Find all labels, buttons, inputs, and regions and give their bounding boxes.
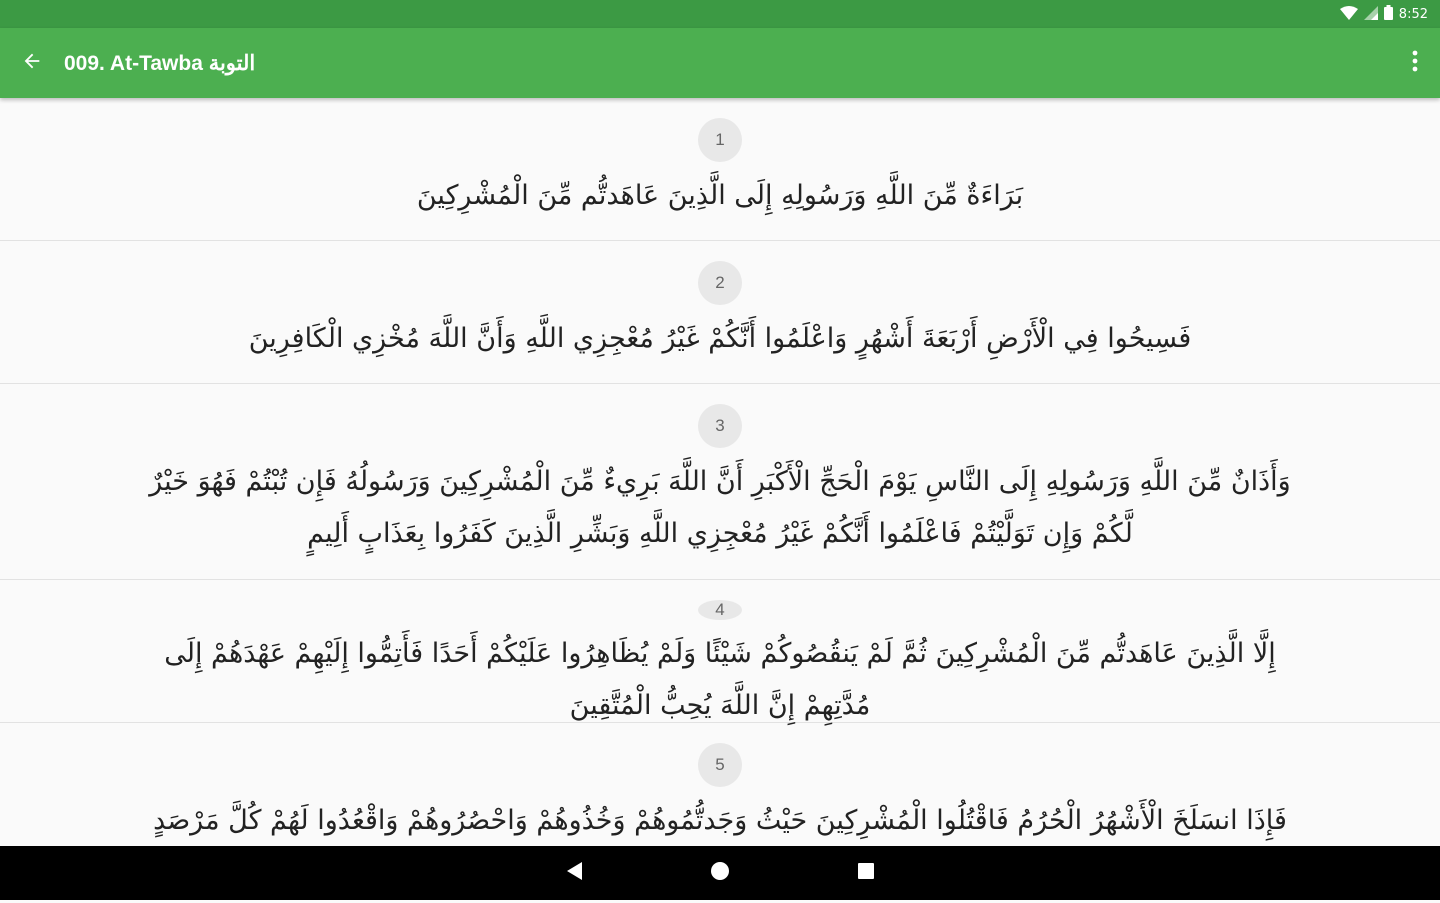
verse-item[interactable]	[0, 580, 1440, 723]
verse-number-badge: 4	[698, 600, 742, 620]
verse-number-badge: 5	[698, 743, 742, 787]
app-bar	[0, 28, 1440, 98]
nav-recents-button[interactable]	[848, 855, 884, 891]
arrow-back-icon	[21, 50, 43, 76]
nav-home-button[interactable]	[702, 855, 738, 891]
overflow-menu-button[interactable]	[1390, 28, 1440, 98]
page-title: 009. At-Tawba التوبة	[64, 51, 256, 75]
status-time: 8:52	[1398, 6, 1428, 22]
back-button[interactable]	[0, 28, 64, 98]
verse-item[interactable]	[0, 241, 1440, 384]
battery-icon	[1384, 5, 1393, 24]
wifi-icon	[1340, 5, 1358, 24]
verse-number-badge: 3	[698, 404, 742, 448]
verse-item[interactable]	[0, 98, 1440, 241]
verse-number-badge: 1	[698, 118, 742, 162]
status-bar	[0, 0, 1440, 28]
verse-text: فَسِيحُوا فِي الْأَرْضِ أَرْبَعَةَ أَشْهُرٍ وَاعْلَمُوا أَنَّكُمْ غَيْرُ مُعْجِزِي اللَّهِ وَأَنَّ اللَّهَ مُخْزِي الْكَافِرِينَ	[248, 323, 1192, 354]
verse-number-badge: 2	[698, 261, 742, 305]
verse-text: بَرَاءَةٌ مِّنَ اللَّهِ وَرَسُولِهِ إِلَى الَّذِينَ عَاهَدتُّم مِّنَ الْمُشْرِكِينَ	[416, 180, 1024, 211]
status-icons	[1340, 5, 1428, 24]
system-navigation-bar	[0, 846, 1440, 900]
square-recents-icon	[857, 862, 875, 884]
circle-home-icon	[710, 861, 730, 885]
nav-back-button[interactable]	[556, 855, 592, 891]
verse-text: إِلَّا الَّذِينَ عَاهَدتُّم مِّنَ الْمُشْرِكِينَ ثُمَّ لَمْ يَنقُصُوكُمْ شَيْئًا وَلَمْ يُظَاهِرُوا عَلَيْكُمْ أَحَدًا فَأَتِمُّوا إِلَيْهِمْ عَهْدَهُمْ إِلَى مُدَّتِهِمْ إِنَّ اللَّهَ يُحِبُّ الْمُتَّقِينَ	[164, 638, 1276, 721]
verse-list[interactable]	[0, 98, 1440, 846]
triangle-back-icon	[565, 861, 583, 885]
verse-text: وَأَذَانٌ مِّنَ اللَّهِ وَرَسُولِهِ إِلَى النَّاسِ يَوْمَ الْحَجِّ الْأَكْبَرِ أَنَّ اللَّهَ بَرِيءٌ مِّنَ الْمُشْرِكِينَ وَرَسُولُهُ فَإِن تُبْتُمْ فَهُوَ خَيْرٌ لَّكُمْ وَإِن تَوَلَّيْتُمْ فَاعْلَمُوا أَنَّكُمْ غَيْرُ مُعْجِزِي اللَّهِ وَبَشِّرِ الَّذِينَ كَفَرُوا بِعَذَابٍ أَلِيمٍ	[149, 466, 1291, 549]
verse-item[interactable]	[0, 384, 1440, 580]
signal-icon	[1364, 5, 1378, 24]
verse-text: فَإِذَا انسَلَخَ الْأَشْهُرُ الْحُرُمُ فَاقْتُلُوا الْمُشْرِكِينَ حَيْثُ وَجَدتُّمُوهُمْ وَخُذُوهُمْ وَاحْصُرُوهُمْ وَاقْعُدُوا لَهُمْ كُلَّ مَرْصَدٍ	[153, 805, 1287, 836]
more-vert-icon	[1412, 50, 1418, 76]
